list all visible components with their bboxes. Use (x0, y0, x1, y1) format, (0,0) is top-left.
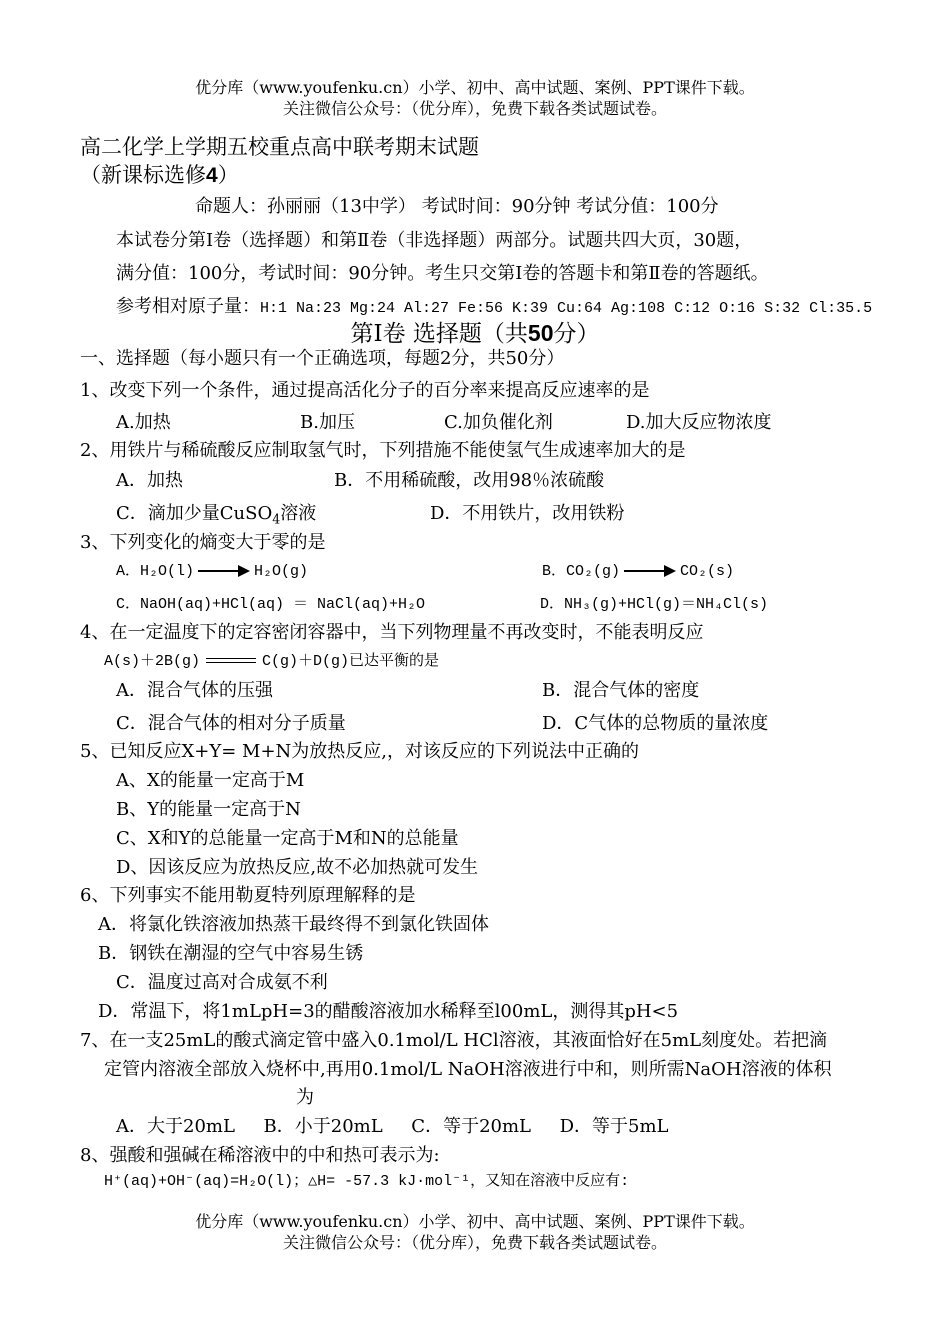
question-7-stem-line-2: 定管内溶液全部放入烧杯中,再用0.1mol/L NaOH溶液进行中和，则所需NaOH溶液的体积 (104, 1059, 832, 1080)
question-1-stem: 1、改变下列一个条件，通过提高活化分子的百分率来提高反应速率的是 (80, 380, 650, 401)
reaction-arrow-icon (624, 564, 676, 578)
question-4-stem: 4、在一定温度下的定容密闭容器中，当下列物理量不再改变时，不能表明反应 (80, 622, 704, 643)
footer-line-1: 优分库（www.youfenku.cn）小学、初中、高中试题、案例、PPT课件下载。 (195, 1212, 755, 1231)
intro-line-2: 满分值：100分，考试时间：90分钟。考生只交第Ⅰ卷的答题卡和第Ⅱ卷的答题纸。 (116, 263, 769, 284)
exam-title: 高二化学上学期五校重点高中联考期末试题 (80, 135, 479, 159)
question-1-option-b: B.加压 (300, 412, 355, 433)
question-8-formula: H⁺(aq)+OH⁻(aq)=H₂O(l)；△H= -57.3 kJ·mol⁻¹，又知在溶液中反应有: (104, 1173, 630, 1190)
equilibrium-arrow-icon (206, 656, 256, 666)
question-4-option-c: C．混合气体的相对分子质量 (116, 713, 346, 734)
question-3-option-a: A．H₂O(l) H₂O(g) (116, 563, 309, 580)
question-3-option-d: D．NH₃(g)+HCl(g)＝NH₄Cl(s) (540, 596, 769, 613)
question-2-option-c: C．滴加少量CuSO$_4$溶液 (116, 503, 317, 527)
header-line-1: 优分库（www.youfenku.cn）小学、初中、高中试题、案例、PPT课件下载。 (195, 78, 755, 97)
question-1-option-c: C.加负催化剂 (444, 412, 553, 433)
question-7-options: A．大于20mL B．小于20mL C．等于20mL D．等于5mL (116, 1116, 669, 1137)
question-2-stem: 2、用铁片与稀硫酸反应制取氢气时，下列措施不能使氢气生成速率加大的是 (80, 440, 686, 461)
footer-line-2: 关注微信公众号：（优分库），免费下载各类试题试卷。 (282, 1233, 667, 1252)
question-8-stem: 8、强酸和强碱在稀溶液中的中和热可表示为: (80, 1145, 440, 1166)
reaction-arrow-icon (198, 564, 250, 578)
question-3-option-b: B．CO₂(g) CO₂(s) (542, 563, 735, 580)
question-7-stem-line-1: 7、在一支25mL的酸式滴定管中盛入0.1mol/L HCl溶液，其液面恰好在5mL刻度处。若把滴 (80, 1030, 828, 1051)
section-title: 第Ⅰ卷 选择题（共50分） (350, 320, 600, 347)
question-6-option-c: C．温度过高对合成氨不利 (116, 972, 328, 993)
question-6-stem: 6、下列事实不能用勒夏特列原理解释的是 (80, 885, 416, 906)
question-6-option-a: A．将氯化铁溶液加热蒸干最终得不到氯化铁固体 (98, 914, 489, 935)
question-6-option-d: D．常温下，将1mLpH=3的醋酸溶液加水稀释至l00mL，测得其pH<5 (98, 1001, 679, 1022)
question-3-option-c: C．NaOH(aq)+HCl(aq) ＝ NaCl(aq)+H₂O (116, 596, 426, 613)
question-5-option-c: C、X和Y的总能量一定高于M和N的总能量 (116, 828, 459, 849)
question-4-equation: A(s)＋2B(g) C(g)＋D(g)已达平衡的是 (104, 653, 440, 670)
question-6-option-b: B．钢铁在潮湿的空气中容易生锈 (98, 943, 364, 964)
question-7-stem-line-3: 为 (296, 1087, 314, 1108)
question-2-option-b: B．不用稀硫酸，改用98％浓硫酸 (334, 470, 605, 491)
section-instruction: 一、选择题（每小题只有一个正确选项，每题2分，共50分） (80, 348, 565, 369)
question-4-option-b: B．混合气体的密度 (542, 680, 700, 701)
question-3-stem: 3、下列变化的熵变大于零的是 (80, 532, 326, 553)
question-1-option-d: D.加大反应物浓度 (626, 412, 772, 433)
question-2-option-d: D．不用铁片，改用铁粉 (430, 503, 625, 524)
question-2-option-a: A．加热 (116, 470, 183, 491)
question-5-option-d: D、因该反应为放热反应,故不必加热就可发生 (116, 857, 479, 878)
question-4-option-a: A．混合气体的压强 (116, 680, 273, 701)
question-1-option-a: A.加热 (116, 412, 171, 433)
question-5-option-a: A、X的能量一定高于M (116, 770, 305, 791)
exam-subtitle: （新课标选修4） (80, 163, 239, 187)
question-5-stem: 5、已知反应X+Y= M+N为放热反应,，对该反应的下列说法中正确的 (80, 741, 640, 762)
question-5-option-b: B、Y的能量一定高于N (116, 799, 301, 820)
author-info: 命题人：孙丽丽（13中学） 考试时间：90分钟 考试分值：100分 (195, 196, 719, 217)
question-4-option-d: D．C气体的总物质的量浓度 (542, 713, 769, 734)
header-line-2: 关注微信公众号：（优分库），免费下载各类试题试卷。 (282, 99, 667, 118)
atomic-masses: 参考相对原子量：H:1 Na:23 Mg:24 Al:27 Fe:56 K:39 Cu:64 Ag:108 C:12 O:16 S:32 Cl:35.5 (116, 296, 873, 317)
intro-line-1: 本试卷分第Ⅰ卷（选择题）和第Ⅱ卷（非选择题）两部分。试题共四大页，30题， (116, 230, 753, 251)
